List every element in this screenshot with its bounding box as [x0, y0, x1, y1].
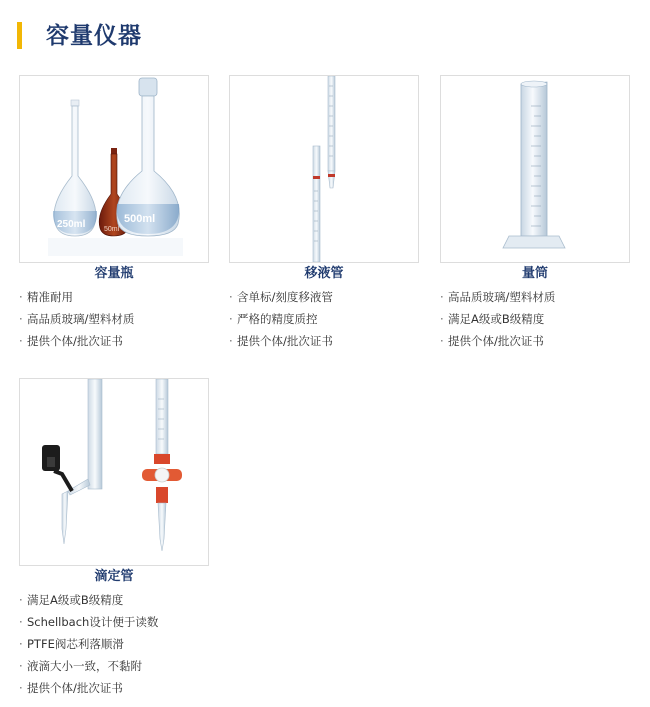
feature-item: · 含单标/刻度移液管: [229, 290, 333, 304]
bottle-label: 50ml: [104, 226, 120, 233]
feature-item: · 高品质玻璃/塑料材质: [19, 312, 135, 326]
feature-item: · 满足A级或B级精度: [440, 312, 545, 326]
product-title[interactable]: 容量瓶: [94, 266, 134, 281]
feature-item: · 提供个体/批次证书: [229, 334, 333, 348]
bottle-label: 250ml: [57, 219, 86, 230]
product-title[interactable]: 量筒: [521, 266, 548, 281]
feature-list: [19, 286, 209, 352]
feature-item: · 高品质玻璃/塑料材质: [440, 290, 556, 304]
feature-list: [19, 589, 209, 699]
feature-list: [440, 286, 630, 352]
bottle-label: 500ml: [124, 213, 156, 225]
product-title[interactable]: 滴定管: [94, 569, 134, 584]
feature-item: · 液滴大小一致，不黏附: [19, 659, 142, 673]
feature-item: · 满足A级或B级精度: [19, 593, 124, 607]
feature-item: · 精准耐用: [19, 290, 73, 304]
product-card-pipette[interactable]: [229, 75, 419, 352]
product-card-burette[interactable]: [19, 378, 209, 699]
volumetric-flask-image[interactable]: [19, 75, 209, 263]
feature-item: · Schellbach设计便于读数: [19, 615, 159, 629]
feature-item: · 提供个体/批次证书: [19, 334, 123, 348]
graduated-cylinder-image[interactable]: [440, 75, 630, 263]
feature-list: [229, 286, 419, 352]
page-title: 容量仪器: [46, 23, 142, 49]
burette-image[interactable]: [19, 378, 209, 566]
title-accent-bar: [17, 22, 22, 49]
product-title[interactable]: 移液管: [304, 266, 344, 281]
feature-item: · PTFE阀芯利落顺滑: [19, 637, 124, 651]
pipette-image[interactable]: [229, 75, 419, 263]
product-card-graduated-cylinder[interactable]: [440, 75, 630, 352]
product-card-volumetric-flask[interactable]: [19, 75, 209, 352]
feature-item: · 提供个体/批次证书: [19, 681, 123, 695]
feature-item: · 提供个体/批次证书: [440, 334, 544, 348]
feature-item: · 严格的精度质控: [229, 312, 318, 326]
